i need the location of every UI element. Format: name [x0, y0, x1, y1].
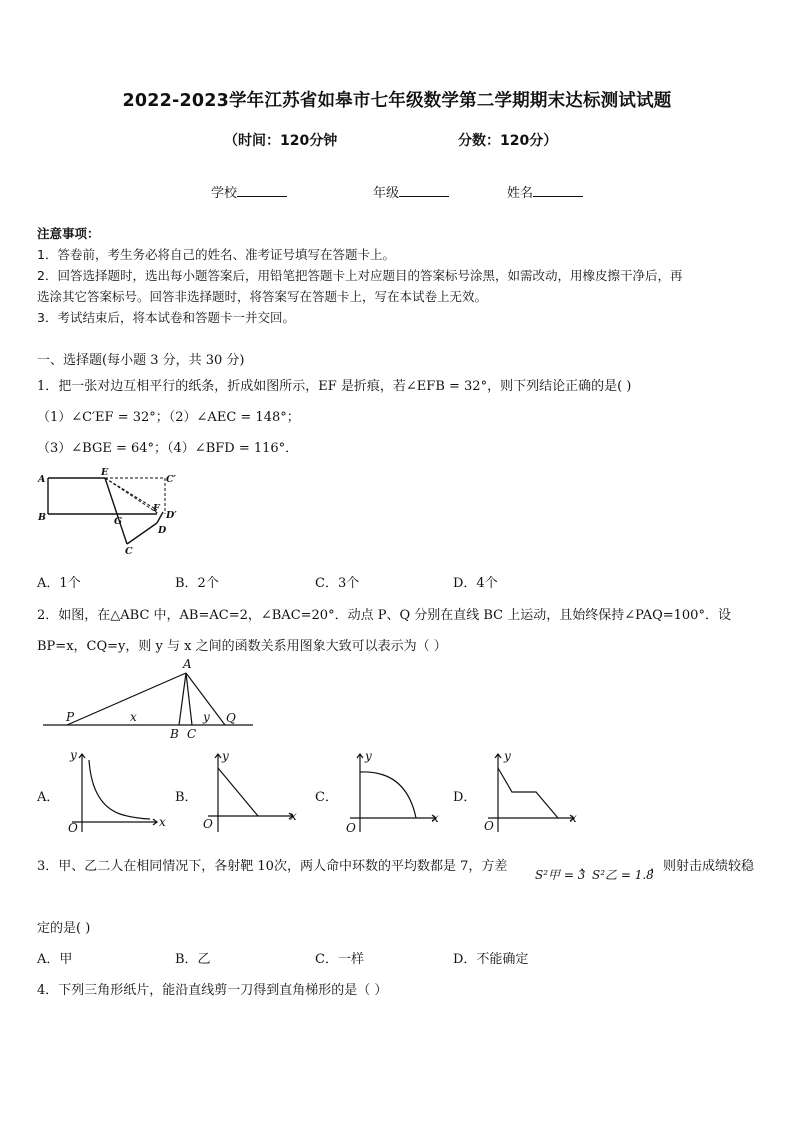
q3-option-a: A．甲 — [37, 952, 73, 967]
q1-line2: （1）∠C′EF = 32°；（2）∠AEC = 148°； — [37, 410, 300, 425]
q1-stem: 1．把一张对边互相平行的纸条，折成如图所示，EF 是折痕，若∠EFB = 32°，则下列结论正确的是( ) — [37, 379, 632, 394]
section-heading: 一、选择题(每小题 3 分，共 30 分) — [37, 353, 245, 368]
q1-option-b: B．2个 — [175, 576, 219, 591]
q2-graph-d — [478, 746, 588, 838]
q2c-axis-y: y — [365, 749, 372, 763]
q2-label-q: Q — [226, 711, 236, 725]
page-title: 2022-2023学年江苏省如皋市七年级数学第二学期期末达标测试试题 — [122, 91, 672, 111]
q2d-axis-y: y — [504, 749, 511, 763]
q2d-axis-o: O — [484, 819, 494, 833]
q1-label-g: G — [114, 516, 123, 527]
q2-option-d: D． — [453, 790, 477, 805]
q2-option-b: B． — [175, 790, 198, 805]
q2b-axis-o: O — [203, 817, 213, 831]
name-field — [507, 182, 583, 201]
q1-option-d: D．4个 — [453, 576, 498, 591]
q2b-axis-x: x — [290, 809, 297, 823]
q3-comma: ， — [580, 859, 594, 874]
q1-option-a: A．1个 — [37, 576, 81, 591]
q2-line1: 2．如图，在△ABC 中，AB=AC=2，∠BAC=20°．动点 P、Q 分别在直线 BC 上运动，且始终保持∠PAQ=100°．设 — [37, 608, 731, 623]
q2d-axis-x: x — [570, 811, 577, 825]
q2-label-p: P — [66, 710, 75, 724]
q2-label-c: C — [187, 727, 197, 741]
exam-score: 分数：120分） — [458, 133, 558, 149]
q3-option-d: D．不能确定 — [453, 952, 529, 967]
q2-figure — [35, 655, 260, 745]
q1-option-c: C．3个 — [315, 576, 360, 591]
grade-field — [373, 182, 449, 201]
note-2-cont: 选涂其它答案标号。回答非选择题时，将答案写在答题卡上，写在本试卷上无效。 — [37, 289, 488, 304]
q4-stem: 4．下列三角形纸片，能沿直线剪一刀得到直角梯形的是（ ） — [37, 983, 388, 998]
q2-label-x: x — [130, 710, 137, 724]
q1-label-e: E — [101, 467, 109, 478]
q1-label-f: F — [153, 503, 160, 514]
exam-time: （时间：120分钟 — [224, 133, 338, 149]
note-2: 2．回答选择题时，选出每小题答案后，用铅笔把答题卡上对应题目的答案标号涂黑，如需改动，用橡皮擦干净后，再 — [37, 268, 683, 283]
notes-heading: 注意事项： — [37, 226, 100, 241]
q3-line2: 定的是( ) — [37, 921, 91, 936]
q2-graph-a — [62, 746, 172, 838]
school-label: 学校 — [211, 186, 238, 201]
q1-label-d1: D′ — [166, 510, 177, 521]
note-3: 3．考试结束后，将本试卷和答题卡一并交回。 — [37, 310, 295, 325]
q2b-axis-y: y — [222, 749, 229, 763]
q2a-axis-y: y — [70, 748, 77, 762]
q2-graph-c — [340, 746, 450, 838]
q1-label-b: B — [38, 512, 47, 523]
grade-label: 年级 — [373, 186, 400, 201]
q1-label-c1: C′ — [166, 474, 177, 485]
q2-option-a: A． — [37, 790, 60, 805]
q1-label-c: C — [125, 546, 133, 557]
q2-line2: BP=x，CQ=y，则 y 与 x 之间的函数关系用图象大致可以表示为（ ） — [37, 639, 447, 654]
note-1: 1．答卷前，考生务必将自己的姓名、准考证号填写在答题卡上。 — [37, 247, 395, 262]
q2-graph-b — [198, 746, 308, 838]
q3-option-c: C．一样 — [315, 952, 364, 967]
q2-label-y: y — [203, 710, 210, 724]
q3-variance-yi: S²乙 = 1.8 — [592, 868, 654, 882]
q2a-axis-o: O — [68, 821, 78, 835]
q2c-axis-x: x — [432, 811, 439, 825]
q2-option-c: C． — [315, 790, 338, 805]
q3-stem: 3．甲、乙二人在相同情况下，各射靶 10次，两人命中环数的平均数都是 7，方差 — [37, 859, 508, 874]
q3-tail: ，则射击成绩较稳 — [650, 859, 755, 874]
q1-figure — [35, 465, 185, 560]
name-label: 姓名 — [507, 186, 534, 201]
q1-label-a: A — [38, 474, 46, 485]
q2c-axis-o: O — [346, 821, 356, 835]
school-field — [211, 182, 287, 201]
q1-line3: （3）∠BGE = 64°；（4）∠BFD = 116°． — [37, 441, 299, 456]
q2-label-b: B — [170, 727, 179, 741]
q2-label-a: A — [183, 657, 192, 671]
q3-variance-jia: S²甲 = 3 — [535, 868, 586, 882]
q1-label-d: D — [158, 525, 167, 536]
q2a-axis-x: x — [159, 815, 166, 829]
q3-option-b: B．乙 — [175, 952, 211, 967]
